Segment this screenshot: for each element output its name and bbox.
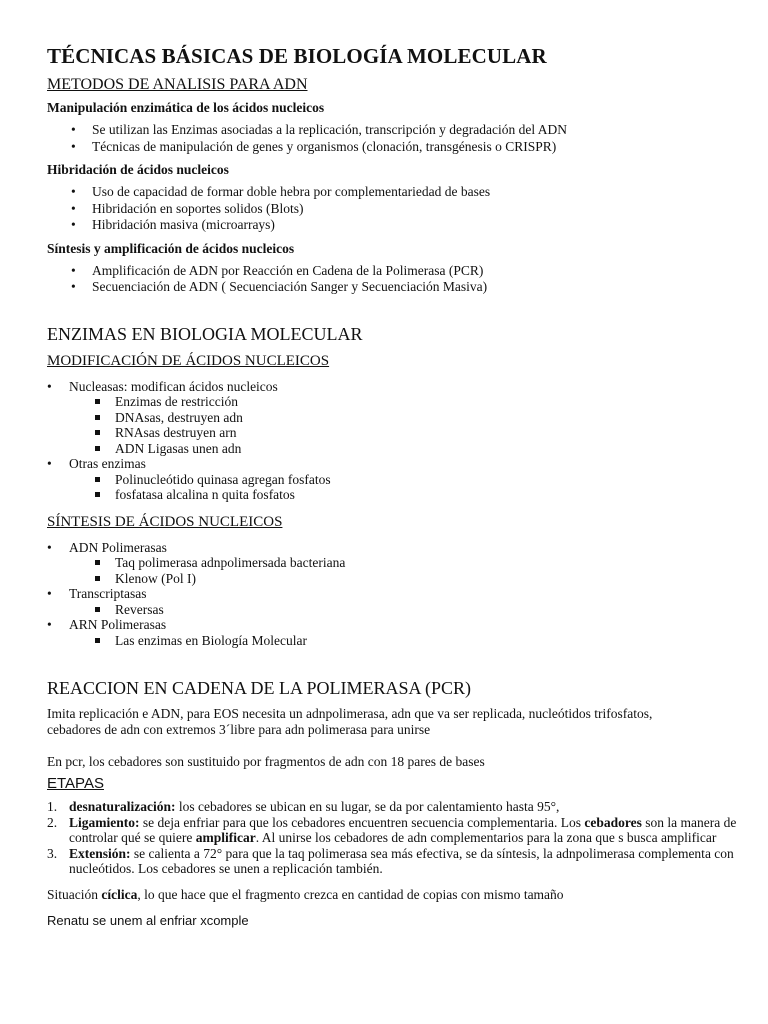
paragraph-emphasis: cíclica [101,886,138,902]
section-heading-analisis: METODOS DE ANALISIS PARA ADN [47,76,308,93]
list-item: • Se utilizan las Enzimas asociadas a la replicación, transcripción y degradación del ADN [47,122,737,139]
step-term: Extensión: [69,845,131,861]
paragraph-text: Situación [47,886,102,902]
list-item: • Uso de capacidad de formar doble hebra por complementariedad de bases [47,184,737,201]
document-page [47,44,737,929]
list-item-label: Nucleasas: modifican ácidos nucleicos [69,378,278,394]
step-text: . Al unirse los cebadores de adn complementarios para la zona que s busca amplificar [255,830,717,845]
list-item: • Técnicas de manipulación de genes y organismos (clonación, transgénesis o CRISPR) [47,139,737,156]
step-term: Ligamiento: [69,814,140,830]
page-title: TÉCNICAS BÁSICAS DE BIOLOGÍA MOLECULAR [47,44,547,68]
step-term: desnaturalización: [69,799,176,814]
sub-list-item: RNAsas destruyen arn [47,425,737,441]
list-item-label: ARN Polimerasas [69,617,167,632]
step-text: son la manera de controlar qué se quiere [69,814,737,845]
steps-list [47,799,737,877]
sub-list-item: Klenow (Pol I) [47,571,737,587]
step-item [47,846,737,877]
sub-list-item: DNAsas, destruyen adn [47,410,737,426]
step-text: se deja enfriar para que los cebadores encuentren secuencia complementaria. Los [139,814,585,830]
subsection-heading-etapas: ETAPAS [47,775,104,792]
step-item [47,799,737,815]
list-item-label: Transcriptasas [69,586,147,601]
list-item [47,379,737,457]
sub-list-item: Las enzimas en Biología Molecular [47,633,737,649]
section-heading-pcr: REACCION EN CADENA DE LA POLIMERASA (PCR) [47,678,472,698]
list-item-label: Otras enzimas [69,456,146,471]
group-heading-manipulacion: Manipulación enzimática de los ácidos nucleicos [47,100,325,115]
step-number: 1. [47,799,58,814]
list-item: • Hibridación masiva (microarrays) [47,217,737,234]
list-item [47,456,737,503]
paragraph-cebadores: En pcr, los cebadores son sustituido por fragmentos de adn con 18 pares de bases [47,754,485,769]
group-heading-sintesis: Síntesis y amplificación de ácidos nucleicos [47,240,295,256]
paragraph-line: cebadores de adn con extremos 3´libre para adn polimerasa para unirse [47,722,431,737]
bullet-list-hibridacion [47,184,737,234]
subsection-heading-modificacion: MODIFICACIÓN DE ÁCIDOS NUCLEICOS [47,352,330,369]
sub-list [47,602,737,618]
sub-list-item: ADN Ligasas unen adn [47,441,737,457]
step-item [47,815,737,846]
paragraph-pcr-intro [47,706,737,738]
list-item: • Secuenciación de ADN ( Secuenciación Sanger y Secuenciación Masiva) [47,279,737,296]
step-emphasis: amplificar [195,830,256,845]
bullet-list-manipulacion [47,122,737,155]
paragraph-ciclica [47,887,737,903]
paragraph-line: Imita replicación e ADN, para EOS necesita un adnpolimerasa, adn que va ser replicada, nucleótidos trifosfatos, [47,706,653,721]
list-item-label: ADN Polimerasas [69,539,167,555]
sub-list [47,472,737,503]
sub-list [47,633,737,649]
list-item [47,586,737,617]
sub-list-item: Taq polimerasa adnpolimersada bacteriana [47,555,737,571]
group-heading-hibridacion: Hibridación de ácidos nucleicos [47,162,229,177]
bullet-list-sintesis-acidos [47,540,737,649]
sub-list-item: Polinucleótido quinasa agregan fosfatos [47,472,737,488]
sub-list-item: Reversas [47,602,737,618]
section-heading-enzimas: ENZIMAS EN BIOLOGIA MOLECULAR [47,323,363,344]
bullet-list-sintesis [47,263,737,296]
bullet-list-modificacion [47,379,737,503]
subsection-heading-sintesis-acidos: SÍNTESIS DE ÁCIDOS NUCLEICOS [47,513,283,530]
step-text: se calienta a 72° para que la taq polimerasa sea más efectiva, se da síntesis, la adnpolimerasa complementa con nucleótidos. Los cebadores se unen a replicación también. [69,845,734,876]
sub-list [47,555,737,586]
list-item: • Amplificación de ADN por Reacción en Cadena de la Polimerasa (PCR) [47,263,737,280]
sub-list-item: Enzimas de restricción [47,394,737,410]
step-text: los cebadores se ubican en su lugar, se da por calentamiento hasta 95°, [175,799,560,814]
sub-list [47,394,737,456]
step-emphasis: cebadores [584,814,642,830]
list-item [47,540,737,587]
step-number: 2. [47,814,58,830]
list-item [47,617,737,648]
list-item: • Hibridación en soportes solidos (Blots) [47,201,737,218]
paragraph-text: , lo que hace que el fragmento crezca en cantidad de copias con mismo tamaño [137,886,564,902]
sub-list-item: fosfatasa alcalina n quita fosfatos [47,487,737,503]
note-text: Renatu se unem al enfriar xcomple [47,912,249,928]
step-number: 3. [47,845,58,861]
